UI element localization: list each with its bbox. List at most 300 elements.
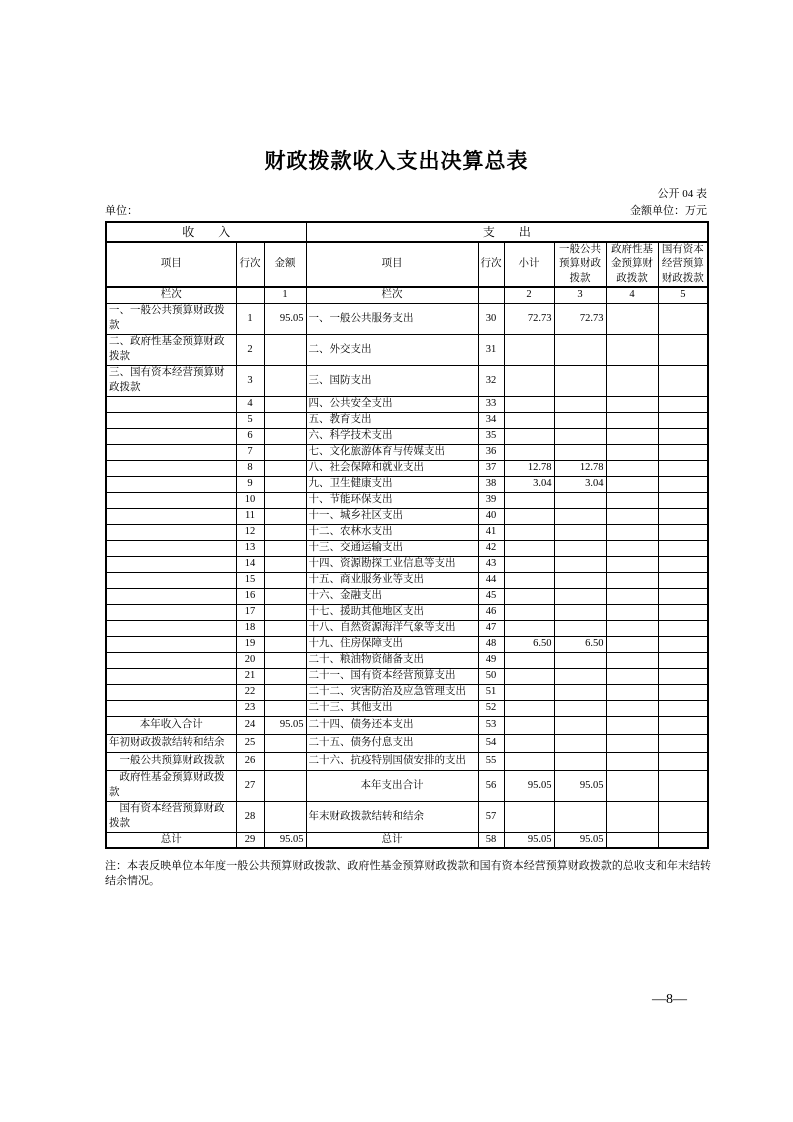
expense-rownum-cell: 32: [478, 365, 504, 396]
income-rownum-cell: 10: [236, 492, 264, 508]
expense-index-label: 栏次: [306, 287, 478, 303]
state-capital-cell: [658, 396, 708, 412]
gov-fund-cell: [606, 620, 658, 636]
subtotal-cell: [504, 492, 554, 508]
income-item-cell: 国有资本经营预算财政拨款: [106, 801, 236, 832]
subtotal-cell: [504, 620, 554, 636]
income-amount-cell: [264, 684, 306, 700]
expense-rownum-cell: 45: [478, 588, 504, 604]
income-amount-cell: [264, 396, 306, 412]
subtotal-cell: [504, 604, 554, 620]
income-rownum-cell: 26: [236, 752, 264, 770]
table-row: [106, 832, 708, 848]
expense-rownum-cell: 39: [478, 492, 504, 508]
state-capital-cell: [658, 524, 708, 540]
income-item-cell: [106, 540, 236, 556]
table-row: [106, 604, 708, 620]
state-capital-cell: [658, 572, 708, 588]
income-rownum-cell: 17: [236, 604, 264, 620]
expense-rownum-cell: 31: [478, 334, 504, 365]
income-amount-cell: [264, 572, 306, 588]
income-rownum-cell: 2: [236, 334, 264, 365]
expense-rownum-cell: 46: [478, 604, 504, 620]
expense-rownum-cell: 58: [478, 832, 504, 848]
income-amount-cell: 95.05: [264, 716, 306, 734]
income-rownum-header: 行次: [236, 242, 264, 287]
income-amount-cell: [264, 752, 306, 770]
subtotal-cell: 72.73: [504, 303, 554, 334]
general-budget-cell: [554, 508, 606, 524]
income-amount-cell: [264, 476, 306, 492]
income-item-cell: 一、一般公共预算财政拨款: [106, 303, 236, 334]
gov-fund-cell: [606, 396, 658, 412]
state-capital-cell: [658, 620, 708, 636]
income-amount-cell: [264, 700, 306, 716]
expense-rownum-cell: 36: [478, 444, 504, 460]
expense-item-cell: 十四、资源勘探工业信息等支出: [306, 556, 478, 572]
general-budget-cell: [554, 540, 606, 556]
expense-item-cell: 本年支出合计: [306, 770, 478, 801]
income-rownum-cell: 21: [236, 668, 264, 684]
expense-rownum-cell: 35: [478, 428, 504, 444]
table-row: [106, 334, 708, 365]
gov-fund-cell: [606, 492, 658, 508]
general-budget-cell: [554, 524, 606, 540]
gov-fund-header: 政府性基金预算财政拨款: [606, 242, 658, 287]
table-row: [106, 476, 708, 492]
income-amount-cell: [264, 444, 306, 460]
expense-item-cell: 二十四、债务还本支出: [306, 716, 478, 734]
expense-rownum-cell: 37: [478, 460, 504, 476]
expense-rownum-cell: 34: [478, 412, 504, 428]
income-amount-cell: 95.05: [264, 832, 306, 848]
income-rownum-cell: 19: [236, 636, 264, 652]
income-amount-cell: [264, 734, 306, 752]
income-amount-cell: [264, 588, 306, 604]
gov-fund-cell: [606, 524, 658, 540]
expense-rownum-cell: 50: [478, 668, 504, 684]
table-row: [106, 508, 708, 524]
subtotal-index: 2: [504, 287, 554, 303]
state-capital-cell: [658, 556, 708, 572]
income-amount-cell: [264, 668, 306, 684]
general-budget-cell: [554, 801, 606, 832]
subtotal-cell: [504, 752, 554, 770]
income-amount-cell: [264, 334, 306, 365]
income-amount-cell: 95.05: [264, 303, 306, 334]
income-rownum-cell: 25: [236, 734, 264, 752]
general-budget-cell: [554, 556, 606, 572]
income-item-cell: [106, 556, 236, 572]
income-amount-cell: [264, 540, 306, 556]
subtotal-cell: [504, 334, 554, 365]
table-row: [106, 588, 708, 604]
income-item-cell: [106, 412, 236, 428]
income-rownum-cell: 27: [236, 770, 264, 801]
expense-rownum-cell: 40: [478, 508, 504, 524]
expense-item-cell: 三、国防支出: [306, 365, 478, 396]
gov-fund-cell: [606, 734, 658, 752]
expense-item-cell: 十八、自然资源海洋气象等支出: [306, 620, 478, 636]
income-amount-cell: [264, 801, 306, 832]
expense-item-cell: 二十二、灾害防治及应急管理支出: [306, 684, 478, 700]
income-item-cell: [106, 444, 236, 460]
income-rownum-cell: 28: [236, 801, 264, 832]
income-rownum-cell: 5: [236, 412, 264, 428]
income-item-cell: [106, 492, 236, 508]
general-budget-cell: [554, 428, 606, 444]
income-rownum-cell: 3: [236, 365, 264, 396]
income-item-cell: [106, 652, 236, 668]
subtotal-cell: [504, 668, 554, 684]
income-item-cell: 二、政府性基金预算财政拨款: [106, 334, 236, 365]
gov-fund-cell: [606, 365, 658, 396]
expense-item-cell: 十六、金融支出: [306, 588, 478, 604]
state-capital-cell: [658, 540, 708, 556]
income-amount-cell: [264, 556, 306, 572]
section-header-row: [106, 222, 708, 242]
expense-item-cell: 十一、城乡社区支出: [306, 508, 478, 524]
income-rownum-cell: 7: [236, 444, 264, 460]
expense-rownum-cell: 51: [478, 684, 504, 700]
gov-fund-cell: [606, 334, 658, 365]
expense-item-cell: 二十六、抗疫特别国债安排的支出: [306, 752, 478, 770]
income-amount-cell: [264, 508, 306, 524]
income-item-cell: 年初财政拨款结转和结余: [106, 734, 236, 752]
table-row: [106, 572, 708, 588]
expense-item-cell: 年末财政拨款结转和结余: [306, 801, 478, 832]
income-item-cell: [106, 508, 236, 524]
gov-fund-cell: [606, 588, 658, 604]
income-rownum-cell: 1: [236, 303, 264, 334]
subtotal-cell: [504, 412, 554, 428]
general-budget-cell: [554, 492, 606, 508]
expense-rownum-cell: 43: [478, 556, 504, 572]
subtotal-cell: [504, 396, 554, 412]
expense-item-cell: 一、一般公共服务支出: [306, 303, 478, 334]
expense-item-cell: 十三、交通运输支出: [306, 540, 478, 556]
income-item-cell: 一般公共预算财政拨款: [106, 752, 236, 770]
income-amount-cell: [264, 524, 306, 540]
gov-fund-cell: [606, 770, 658, 801]
income-item-cell: [106, 684, 236, 700]
state-capital-cell: [658, 652, 708, 668]
expense-rownum-cell: 56: [478, 770, 504, 801]
expense-rownum-index-cell: [478, 287, 504, 303]
income-amount-cell: [264, 652, 306, 668]
expense-rownum-header: 行次: [478, 242, 504, 287]
income-item-cell: [106, 588, 236, 604]
income-amount-cell: [264, 620, 306, 636]
expense-section-header: 支 出: [306, 222, 708, 242]
table-row: [106, 303, 708, 334]
state-capital-cell: [658, 604, 708, 620]
income-item-cell: [106, 476, 236, 492]
gov-fund-cell: [606, 604, 658, 620]
meta-row: [105, 202, 707, 218]
income-rownum-cell: 23: [236, 700, 264, 716]
state-capital-cell: [658, 476, 708, 492]
general-budget-cell: [554, 572, 606, 588]
general-budget-cell: [554, 365, 606, 396]
expense-rownum-cell: 42: [478, 540, 504, 556]
subtotal-cell: [504, 572, 554, 588]
income-item-cell: [106, 572, 236, 588]
expense-rownum-cell: 53: [478, 716, 504, 734]
gov-fund-cell: [606, 428, 658, 444]
expense-rownum-cell: 33: [478, 396, 504, 412]
subtotal-cell: 95.05: [504, 832, 554, 848]
gov-fund-cell: [606, 684, 658, 700]
table-row: [106, 396, 708, 412]
income-index-label: 栏次: [106, 287, 236, 303]
general-budget-cell: [554, 396, 606, 412]
general-budget-cell: [554, 684, 606, 700]
income-rownum-cell: 29: [236, 832, 264, 848]
income-amount-cell: [264, 428, 306, 444]
expense-rownum-cell: 44: [478, 572, 504, 588]
income-rownum-cell: 6: [236, 428, 264, 444]
state-capital-cell: [658, 412, 708, 428]
state-capital-cell: [658, 801, 708, 832]
table-row: [106, 412, 708, 428]
expense-rownum-cell: 48: [478, 636, 504, 652]
table-row: [106, 636, 708, 652]
income-item-cell: 总计: [106, 832, 236, 848]
income-amount-cell: [264, 492, 306, 508]
subtotal-cell: [504, 588, 554, 604]
expense-rownum-cell: 49: [478, 652, 504, 668]
income-item-cell: [106, 396, 236, 412]
column-index-row: [106, 287, 708, 303]
income-rownum-cell: 20: [236, 652, 264, 668]
state-capital-cell: [658, 684, 708, 700]
income-item-cell: [106, 460, 236, 476]
general-budget-cell: [554, 412, 606, 428]
income-amount-cell: [264, 412, 306, 428]
income-item-cell: 三、国有资本经营预算财政拨款: [106, 365, 236, 396]
table-row: [106, 734, 708, 752]
income-rownum-cell: 12: [236, 524, 264, 540]
expense-item-cell: 七、文化旅游体育与传媒支出: [306, 444, 478, 460]
table-row: [106, 428, 708, 444]
table-row: [106, 752, 708, 770]
expense-item-cell: 十二、农林水支出: [306, 524, 478, 540]
expense-rownum-cell: 55: [478, 752, 504, 770]
general-budget-cell: 95.05: [554, 832, 606, 848]
state-capital-cell: [658, 716, 708, 734]
general-budget-cell: [554, 652, 606, 668]
subtotal-cell: [504, 444, 554, 460]
general-budget-cell: [554, 734, 606, 752]
state-capital-cell: [658, 588, 708, 604]
income-item-cell: [106, 636, 236, 652]
table-body: [106, 303, 708, 848]
state-capital-header: 国有资本经营预算财政拨款: [658, 242, 708, 287]
table-row: [106, 684, 708, 700]
expense-rownum-cell: 38: [478, 476, 504, 492]
amount-unit-label: 金额单位：万元: [630, 205, 707, 217]
gov-fund-cell: [606, 832, 658, 848]
income-rownum-cell: 4: [236, 396, 264, 412]
state-capital-cell: [658, 460, 708, 476]
general-budget-cell: [554, 444, 606, 460]
unit-label: 单位：: [105, 205, 138, 217]
subtotal-cell: [504, 801, 554, 832]
income-amount-cell: [264, 636, 306, 652]
general-budget-cell: 6.50: [554, 636, 606, 652]
state-capital-cell: [658, 444, 708, 460]
gov-fund-cell: [606, 460, 658, 476]
expense-rownum-cell: 57: [478, 801, 504, 832]
subtotal-cell: [504, 365, 554, 396]
income-item-cell: [106, 428, 236, 444]
income-amount-index: 1: [264, 287, 306, 303]
general-budget-cell: [554, 716, 606, 734]
expense-item-cell: 总计: [306, 832, 478, 848]
subtotal-cell: [504, 684, 554, 700]
income-rownum-cell: 24: [236, 716, 264, 734]
income-rownum-cell: 18: [236, 620, 264, 636]
general-budget-cell: 95.05: [554, 770, 606, 801]
subtotal-cell: 95.05: [504, 770, 554, 801]
gov-fund-cell: [606, 700, 658, 716]
income-rownum-cell: 13: [236, 540, 264, 556]
income-rownum-cell: 9: [236, 476, 264, 492]
general-budget-cell: 12.78: [554, 460, 606, 476]
subtotal-cell: 12.78: [504, 460, 554, 476]
general-budget-cell: [554, 620, 606, 636]
state-capital-cell: [658, 508, 708, 524]
subtotal-cell: [504, 524, 554, 540]
state-capital-cell: [658, 636, 708, 652]
subtotal-cell: 3.04: [504, 476, 554, 492]
state-capital-cell: [658, 334, 708, 365]
table-row: [106, 444, 708, 460]
subtotal-cell: [504, 700, 554, 716]
subtotal-cell: [504, 540, 554, 556]
expense-item-cell: 十七、援助其他地区支出: [306, 604, 478, 620]
income-rownum-cell: 16: [236, 588, 264, 604]
income-rownum-cell: 14: [236, 556, 264, 572]
table-row: [106, 716, 708, 734]
income-item-cell: [106, 668, 236, 684]
expense-rownum-cell: 47: [478, 620, 504, 636]
state-capital-cell: [658, 365, 708, 396]
subtotal-cell: [504, 734, 554, 752]
state-capital-cell: [658, 492, 708, 508]
general-budget-cell: [554, 588, 606, 604]
income-amount-header: 金额: [264, 242, 306, 287]
gov-fund-cell: [606, 476, 658, 492]
expense-rownum-cell: 52: [478, 700, 504, 716]
general-budget-cell: [554, 668, 606, 684]
expense-rownum-cell: 41: [478, 524, 504, 540]
expense-item-cell: 四、公共安全支出: [306, 396, 478, 412]
state-capital-cell: [658, 303, 708, 334]
table-row: [106, 365, 708, 396]
income-item-cell: [106, 524, 236, 540]
table-row: [106, 801, 708, 832]
income-rownum-cell: 8: [236, 460, 264, 476]
state-capital-cell: [658, 700, 708, 716]
income-amount-cell: [264, 770, 306, 801]
state-capital-cell: [658, 668, 708, 684]
gov-fund-cell: [606, 508, 658, 524]
gov-fund-cell: [606, 636, 658, 652]
subtotal-cell: 6.50: [504, 636, 554, 652]
gov-fund-cell: [606, 652, 658, 668]
income-item-cell: [106, 620, 236, 636]
table-row: [106, 700, 708, 716]
general-budget-cell: [554, 752, 606, 770]
gov-fund-cell: [606, 556, 658, 572]
state-capital-cell: [658, 770, 708, 801]
expense-item-cell: 二、外交支出: [306, 334, 478, 365]
general-budget-header: 一般公共预算财政拨款: [554, 242, 606, 287]
expense-item-cell: 六、科学技术支出: [306, 428, 478, 444]
state-capital-cell: [658, 752, 708, 770]
gov-fund-cell: [606, 303, 658, 334]
page-number: —8—: [652, 992, 687, 1007]
fiscal-appropriation-table: [105, 221, 709, 849]
income-section-header: 收 入: [106, 222, 306, 242]
table-note: 注：本表反映单位本年度一般公共预算财政拨款、政府性基金预算财政拨款和国有资本经营预算财政拨款的总收支和年末结转结余情况。: [105, 860, 711, 887]
gov-fund-cell: [606, 801, 658, 832]
column-header-row: [106, 242, 708, 287]
gov-fund-cell: [606, 540, 658, 556]
general-budget-cell: [554, 604, 606, 620]
expense-item-cell: 二十、粮油物资储备支出: [306, 652, 478, 668]
income-amount-cell: [264, 365, 306, 396]
income-item-cell: [106, 604, 236, 620]
income-item-cell: 政府性基金预算财政拨款: [106, 770, 236, 801]
income-rownum-cell: 15: [236, 572, 264, 588]
subtotal-cell: [504, 556, 554, 572]
state-capital-cell: [658, 428, 708, 444]
table-row: [106, 620, 708, 636]
income-rownum-cell: 11: [236, 508, 264, 524]
subtotal-header: 小计: [504, 242, 554, 287]
expense-item-cell: 十九、住房保障支出: [306, 636, 478, 652]
income-item-cell: [106, 700, 236, 716]
state-capital-index: 5: [658, 287, 708, 303]
expense-item-header: 项目: [306, 242, 478, 287]
general-budget-cell: 3.04: [554, 476, 606, 492]
income-item-cell: 本年收入合计: [106, 716, 236, 734]
general-index: 3: [554, 287, 606, 303]
gov-fund-cell: [606, 752, 658, 770]
gov-fund-cell: [606, 572, 658, 588]
state-capital-cell: [658, 734, 708, 752]
subtotal-cell: [504, 508, 554, 524]
general-budget-cell: 72.73: [554, 303, 606, 334]
expense-item-cell: 二十五、债务付息支出: [306, 734, 478, 752]
gov-fund-cell: [606, 668, 658, 684]
expense-rownum-cell: 30: [478, 303, 504, 334]
gov-fund-cell: [606, 444, 658, 460]
table-row: [106, 540, 708, 556]
gov-fund-index: 4: [606, 287, 658, 303]
income-item-header: 项目: [106, 242, 236, 287]
expense-item-cell: 十、节能环保支出: [306, 492, 478, 508]
gov-fund-cell: [606, 412, 658, 428]
table-row: [106, 524, 708, 540]
expense-rownum-cell: 54: [478, 734, 504, 752]
income-amount-cell: [264, 460, 306, 476]
expense-item-cell: 十五、商业服务业等支出: [306, 572, 478, 588]
table-row: [106, 556, 708, 572]
